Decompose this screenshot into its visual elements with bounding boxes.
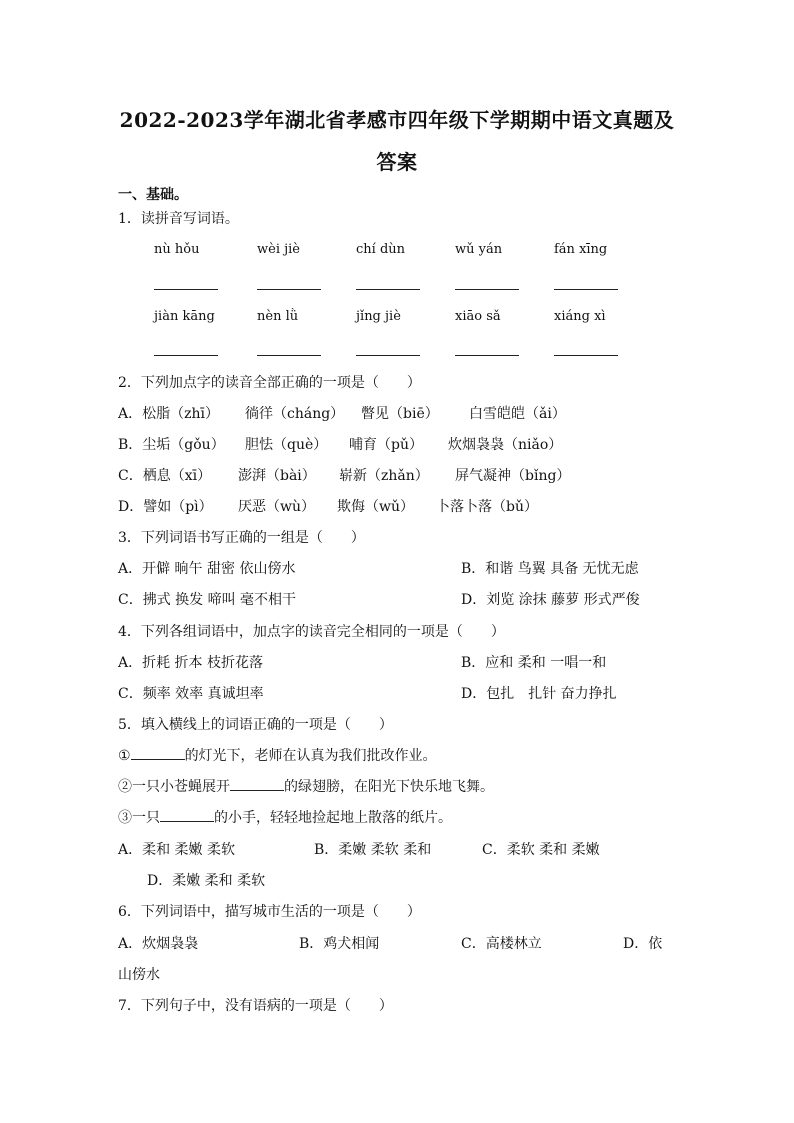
pinyin-10: xiáng xì	[554, 309, 606, 324]
q6-option-b[interactable]: B．鸡犬相闻	[299, 936, 380, 952]
q5-s3-prefix: ③一只	[118, 810, 160, 826]
answer-blank[interactable]	[554, 289, 618, 290]
answer-blank[interactable]	[455, 289, 519, 290]
q5-option-d[interactable]: D．柔嫩 柔和 柔软	[147, 873, 266, 889]
q4-option-b[interactable]: B．应和 柔和 一唱一和	[461, 655, 607, 671]
pinyin-7: nèn lǜ	[257, 309, 299, 324]
answer-blank[interactable]	[154, 355, 218, 356]
fill-blank[interactable]	[160, 808, 214, 822]
pinyin-2: wèi jiè	[257, 242, 300, 257]
question-7-stem: 7．下列句子中，没有语病的一项是（ ）	[118, 998, 393, 1014]
q6-option-d[interactable]: D．依	[623, 936, 663, 952]
pinyin-8: jǐng jiè	[356, 309, 401, 324]
q3-option-b[interactable]: B．和谐 鸟翼 具备 无忧无虑	[461, 561, 639, 577]
fill-blank[interactable]	[230, 777, 284, 791]
q2-b-item: 炊烟袅袅（niǎo）	[448, 437, 563, 453]
q4-option-c[interactable]: C．频率 效率 真诚坦率	[118, 686, 264, 702]
q2-b-item: 胆怯（què）	[245, 437, 328, 453]
question-3-stem: 3．下列词语书写正确的一组是（ ）	[118, 530, 365, 546]
q2-c-item: 澎湃（bài）	[238, 468, 316, 484]
q2-d-item: D．譬如（pì）	[118, 499, 213, 515]
q2-a-item: 白雪皑皑（ǎi）	[469, 406, 566, 422]
pinyin-6: jiàn kāng	[154, 309, 215, 324]
q6-option-d-continued: 山傍水	[118, 967, 160, 983]
q5-s2-text: 的绿翅膀，在阳光下快乐地飞舞。	[284, 779, 494, 795]
q2-c-item: 崭新（zhǎn）	[339, 468, 429, 484]
pinyin-5: fán xīng	[554, 242, 608, 257]
q5-s3-text: 的小手，轻轻地捡起地上散落的纸片。	[214, 810, 452, 826]
q5-s1-text: 的灯光下，老师在认真为我们批改作业。	[184, 748, 437, 764]
q2-c-item: C．栖息（xī）	[118, 468, 212, 484]
question-4-stem: 4．下列各组词语中，加点字的读音完全相同的一项是（ ）	[118, 624, 505, 640]
answer-blank[interactable]	[257, 289, 321, 290]
question-2-stem: 2．下列加点字的读音全部正确的一项是（ ）	[118, 375, 421, 391]
q2-a-item: A．松脂（zhī）	[118, 406, 219, 422]
answer-blank[interactable]	[356, 289, 420, 290]
q2-b-item: 哺育（pǔ）	[349, 437, 423, 453]
q2-d-item: 欺侮（wǔ）	[337, 499, 414, 515]
answer-blank[interactable]	[154, 289, 218, 290]
q6-option-a[interactable]: A．炊烟袅袅	[118, 936, 199, 952]
q3-option-d[interactable]: D．刘览 涂抹 藤萝 形式严俊	[461, 592, 640, 608]
q5-sentence-1	[118, 745, 437, 765]
answer-blank[interactable]	[455, 355, 519, 356]
page-title-line-2: 答案	[376, 150, 418, 174]
question-6-stem: 6．下列词语中，描写城市生活的一项是（ ）	[118, 904, 421, 920]
page-title-line-1: 2022-2023学年湖北省孝感市四年级下学期期中语文真题及	[119, 108, 675, 132]
q5-sentence-3	[118, 807, 452, 827]
q5-s2-prefix: ②一只小苍蝇展开	[118, 779, 230, 795]
q2-a-item: 徜徉（cháng）	[245, 406, 345, 422]
answer-blank[interactable]	[356, 355, 420, 356]
pinyin-9: xiāo sǎ	[455, 309, 501, 324]
pinyin-1: nù hǒu	[154, 242, 200, 257]
q2-a-item: 瞥见（biē）	[361, 406, 439, 422]
q4-option-a[interactable]: A．折耗 折本 枝折花落	[118, 655, 264, 671]
answer-blank[interactable]	[257, 355, 321, 356]
q4-option-d[interactable]: D．包扎 扎针 奋力挣扎	[461, 686, 617, 702]
q2-d-item: 卜落卜落（bǔ）	[436, 499, 538, 515]
q5-option-a[interactable]: A．柔和 柔嫩 柔软	[118, 842, 236, 858]
q5-sentence-2	[118, 776, 494, 796]
q6-option-c[interactable]: C．高楼林立	[461, 936, 542, 952]
q5-s1-prefix: ①	[118, 748, 131, 764]
q2-c-item: 屏气凝神（bǐng）	[455, 468, 571, 484]
pinyin-3: chí dùn	[356, 242, 406, 257]
q2-b-item: B．尘垢（gǒu）	[118, 437, 225, 453]
section-heading-basics: 一、基础。	[118, 187, 188, 203]
fill-blank[interactable]	[131, 746, 185, 760]
answer-blank[interactable]	[554, 355, 618, 356]
q3-option-c[interactable]: C．拂式 换发 啼叫 毫不相干	[118, 592, 297, 608]
pinyin-4: wǔ yán	[455, 242, 503, 257]
question-1-stem: 1．读拼音写词语。	[118, 211, 239, 227]
question-5-stem: 5．填入横线上的词语正确的一项是（ ）	[118, 717, 393, 733]
q2-d-item: 厌恶（wù）	[238, 499, 315, 515]
q5-option-c[interactable]: C．柔软 柔和 柔嫩	[482, 842, 600, 858]
q3-option-a[interactable]: A．开僻 晌午 甜密 依山傍水	[118, 561, 296, 577]
q5-option-b[interactable]: B．柔嫩 柔软 柔和	[314, 842, 432, 858]
